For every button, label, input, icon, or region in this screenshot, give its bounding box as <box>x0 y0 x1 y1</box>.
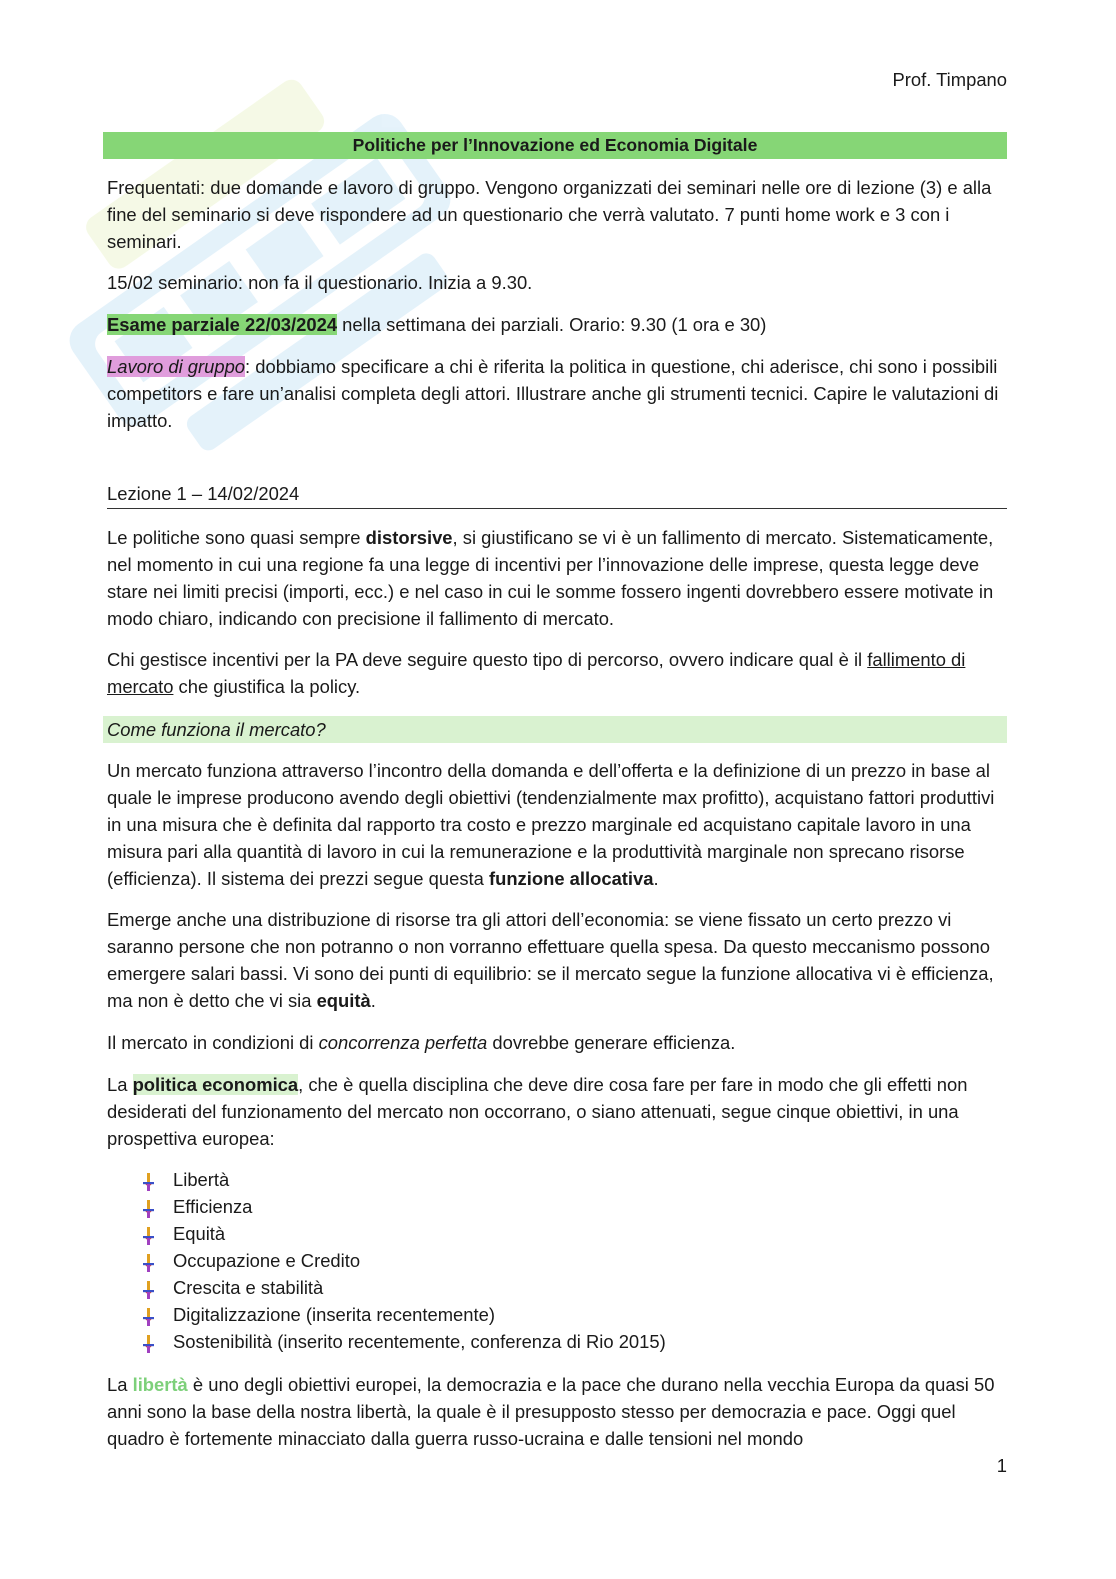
bold-politica-economica: politica economica <box>132 1074 299 1095</box>
text-span: La <box>107 1074 133 1095</box>
list-item <box>140 1193 666 1220</box>
text-span: . <box>653 868 659 889</box>
list-item-label: Crescita e stabilità <box>173 1277 324 1298</box>
intro-frequentati: Frequentati: due domande e lavoro di gruppo. Vengono organizzati dei seminari nelle ore di lezione (3) e alla fine del seminario si deve rispondere ad un questionario che verrà valutato. 7 punti home work e 3 con i seminari. <box>107 177 992 252</box>
lavoro-label: Lavoro di gruppo <box>107 356 246 377</box>
paragraph-distorsive <box>107 524 1007 632</box>
text-span: Emerge anche una distribuzione di risorse tra gli attori dell’economia: se viene fissato un certo prezzo vi saranno persone che non potranno o non vorranno effettuare quella spesa. Da questo meccanismo possono emergere salari bassi. Vi sono dei punti di equilibrio: se il mercato segue la funzione allocativa vi è efficienza, ma non è detto che vi sia <box>107 909 994 1011</box>
text-span: . <box>370 990 376 1011</box>
text-span: Le politiche sono quasi sempre <box>107 527 366 548</box>
esame-label: Esame parziale 22/03/2024 <box>107 314 338 335</box>
list-item-label: Occupazione e Credito <box>173 1250 361 1271</box>
list-item-label: Equità <box>173 1223 226 1244</box>
arrow-bullet-icon <box>140 1279 160 1297</box>
list-item-label: Efficienza <box>173 1196 253 1217</box>
list-item <box>140 1166 666 1193</box>
text-span: è uno degli obiettivi europei, la democrazia e la pace che durano nella vecchia Europa da quasi 50 anni sono la base della nostra libertà, la quale è il presupposto stesso per democrazia e pace. Oggi quel quadro è fortemente minacciato dalla guerra russo-ucraina e dalle tensioni nel mondo <box>107 1374 995 1449</box>
paragraph-politica-economica <box>107 1071 1007 1152</box>
objectives-list <box>140 1166 666 1355</box>
list-item-label: Digitalizzazione (inserita recentemente) <box>173 1304 495 1325</box>
list-item-label: Sostenibilità (inserito recentemente, conferenza di Rio 2015) <box>173 1331 666 1352</box>
green-liberta: libertà <box>132 1374 188 1395</box>
arrow-bullet-icon <box>140 1333 160 1351</box>
text-span: Un mercato funziona attraverso l’incontro della domanda e dell’offerta e la definizione di un prezzo in base al quale le imprese producono avendo degli obiettivi (tendenzialmente max profitto), acquistano fattori produttivi in una misura che è definita dal rapporto tra costo e prezzo marginale ed acquistano capitale lavoro in una misura pari alla quantità di lavoro in cui la remunerazione e la produttività marginale non sprecano risorse (efficienza). Il sistema dei prezzi segue questa <box>107 760 995 889</box>
paragraph-liberta <box>107 1371 1007 1452</box>
list-item <box>140 1220 666 1247</box>
text-span: Il mercato in condizioni di <box>107 1032 319 1053</box>
bold-distorsive: distorsive <box>365 527 453 548</box>
arrow-bullet-icon <box>140 1252 160 1270</box>
text-span: La <box>107 1374 133 1395</box>
list-item-label: Libertà <box>173 1169 230 1190</box>
italic-concorrenza: concorrenza perfetta <box>318 1032 488 1053</box>
intro-esame <box>107 311 1007 338</box>
paragraph-incentivi <box>107 646 1007 700</box>
esame-details: nella settimana dei parziali. Orario: 9.30 (1 ora e 30) <box>337 314 767 335</box>
subheading-mercato: Come funziona il mercato? <box>103 716 1007 743</box>
bold-equita: equità <box>316 990 371 1011</box>
header-author: Prof. Timpano <box>892 69 1007 90</box>
text-span: dovrebbe generare efficienza. <box>487 1032 736 1053</box>
text-span: , si giustificano se vi è un fallimento di mercato. Sistematicamente, nel momento in cui una regione fa una legge di incentivi per l’innovazione delle imprese, questa legge deve stare nei limiti precisi (importi, ecc.) e nel caso in cui le somme fossero ingenti dovrebbero essere motivate in modo chiaro, indicando con precisione il fallimento di mercato. <box>107 527 994 629</box>
text-span: Chi gestisce incentivi per la PA deve seguire questo tipo di percorso, ovvero indicare qual è il <box>107 649 868 670</box>
bold-funzione-allocativa: funzione allocativa <box>488 868 654 889</box>
list-item <box>140 1328 666 1355</box>
lesson-heading: Lezione 1 – 14/02/2024 <box>107 480 1007 509</box>
arrow-bullet-icon <box>140 1306 160 1324</box>
text-span: che giustifica la policy. <box>173 676 361 697</box>
list-item <box>140 1301 666 1328</box>
arrow-bullet-icon <box>140 1171 160 1189</box>
lavoro-details: : dobbiamo specificare a chi è riferita la politica in questione, chi aderisce, chi sono i possibili competitors e fare un’analisi completa degli attori. Illustrare anche gli strumenti tecnici. Capire le valutazioni di impatto. <box>107 356 999 431</box>
page-number: 1 <box>996 1455 1007 1476</box>
document-title: Politiche per l’Innovazione ed Economia Digitale <box>103 132 1007 159</box>
intro-lavoro <box>107 353 1007 434</box>
list-item <box>140 1274 666 1301</box>
paragraph-concorrenza <box>107 1029 1007 1056</box>
underline-fallimento: fallimento di mercato <box>107 649 966 697</box>
arrow-bullet-icon <box>140 1225 160 1243</box>
arrow-bullet-icon <box>140 1198 160 1216</box>
paragraph-distribuzione <box>107 906 1007 1014</box>
text-span: , che è quella disciplina che deve dire cosa fare per fare in modo che gli effetti non desiderati del funzionamento del mercato non occorrano, o siano attenuati, segue cinque obiettivi, in una prospettiva europea: <box>107 1074 968 1149</box>
list-item <box>140 1247 666 1274</box>
intro-seminario: 15/02 seminario: non fa il questionario. Inizia a 9.30. <box>107 272 533 293</box>
paragraph-mercato <box>107 757 1007 892</box>
